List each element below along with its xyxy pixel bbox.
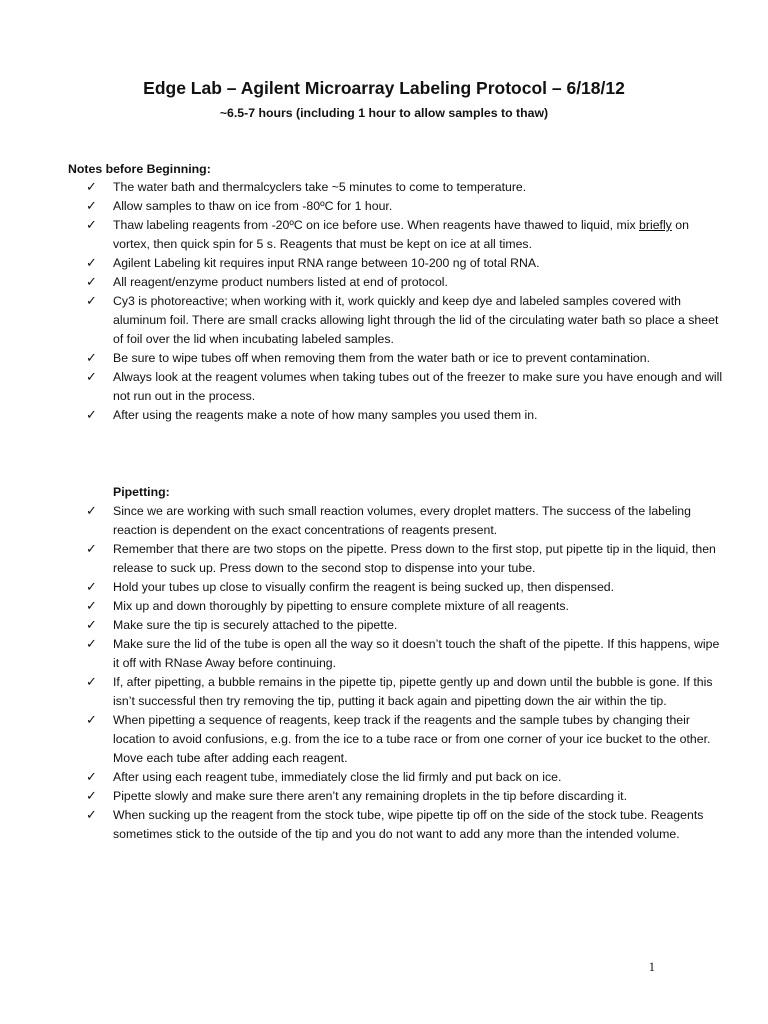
check-mark-icon: ✓ — [86, 408, 97, 423]
pipetting-item-text: Pipette slowly and make sure there aren’t any remaining droplets in the tip before discarding it. — [113, 789, 628, 803]
document-title: Edge Lab – Agilent Microarray Labeling Protocol – 6/18/12 — [143, 78, 625, 98]
check-mark-icon: ✓ — [86, 789, 97, 804]
notes-item-text: Be sure to wipe tubes off when removing them from the water bath or ice to prevent contamination. — [113, 351, 651, 365]
pipetting-list-item — [0, 502, 768, 540]
notes-item-text: After using the reagents make a note of how many samples you used them in. — [113, 408, 538, 422]
pipetting-item-text: When pipetting a sequence of reagents, keep track if the reagents and the sample tubes by changing their location to avoid confusions, e.g. from the ice to a tube race or from one corner of your ice bucket to the other. Move each tube after adding each reagent. — [113, 713, 711, 765]
pipetting-item-text: Hold your tubes up close to visually confirm the reagent is being sucked up, then dispensed. — [113, 580, 615, 594]
notes-list-item — [0, 197, 768, 216]
notes-list-item — [0, 216, 768, 254]
notes-item-text-part: Thaw labeling reagents from -20ºC on ice before use. When reagents have thawed to liquid, mix — [113, 218, 640, 232]
notes-item-text-part: on vortex, then quick spin for 5 s. Reagents that must be kept on ice at all times. — [113, 218, 689, 251]
notes-list-item — [0, 178, 768, 197]
notes-list — [0, 178, 768, 425]
pipetting-list-item — [0, 787, 768, 806]
notes-item-text: All reagent/enzyme product numbers listed at end of protocol. — [113, 275, 448, 289]
pipetting-list-item — [0, 578, 768, 597]
notes-heading: Notes before Beginning: — [68, 162, 211, 176]
notes-list-item — [0, 368, 768, 406]
check-mark-icon: ✓ — [86, 637, 97, 652]
pipetting-list-item — [0, 673, 768, 711]
check-mark-icon: ✓ — [86, 618, 97, 633]
notes-item-text: Cy3 is photoreactive; when working with it, work quickly and keep dye and labeled samples covered with aluminum foil. There are small cracks allowing light through the lid of the circulating water bath so place a sheet of foil over the lid when incubating labeled samples. — [113, 294, 719, 346]
check-mark-icon: ✓ — [86, 351, 97, 366]
pipetting-item-text: When sucking up the reagent from the stock tube, wipe pipette tip off on the side of the stock tube. Reagents sometimes stick to the outside of the tip and you do not want to add any more than the intended volume. — [113, 808, 704, 841]
check-mark-icon: ✓ — [86, 770, 97, 785]
check-mark-icon: ✓ — [86, 580, 97, 595]
check-mark-icon: ✓ — [86, 180, 97, 195]
pipetting-item-text: Since we are working with such small reaction volumes, every droplet matters. The success of the labeling reaction is dependent on the exact concentrations of reagents present. — [113, 504, 691, 537]
notes-item-text: Always look at the reagent volumes when taking tubes out of the freezer to make sure you have enough and will not run out in the process. — [113, 370, 723, 403]
check-mark-icon: ✓ — [86, 808, 97, 823]
check-mark-icon: ✓ — [86, 256, 97, 271]
page-number: 1 — [648, 960, 655, 974]
check-mark-icon: ✓ — [86, 504, 97, 519]
document-subtitle: ~6.5-7 hours (including 1 hour to allow samples to thaw) — [219, 106, 549, 120]
pipetting-list-item — [0, 540, 768, 578]
notes-item-text — [113, 216, 728, 254]
check-mark-icon: ✓ — [86, 675, 97, 690]
notes-list-item — [0, 349, 768, 368]
pipetting-list-item — [0, 597, 768, 616]
check-mark-icon: ✓ — [86, 599, 97, 614]
pipetting-list-item — [0, 635, 768, 673]
pipetting-item-text: Remember that there are two stops on the pipette. Press down to the first stop, put pipette tip in the liquid, then release to suck up. Press down to the second stop to dispense into your tube. — [113, 542, 716, 575]
pipetting-list-item — [0, 711, 768, 768]
notes-item-emphasis: briefly — [639, 218, 672, 232]
notes-item-text: Agilent Labeling kit requires input RNA range between 10-200 ng of total RNA. — [113, 256, 540, 270]
check-mark-icon: ✓ — [86, 199, 97, 214]
notes-item-text: Allow samples to thaw on ice from -80ºC for 1 hour. — [113, 199, 393, 213]
pipetting-item-text: Mix up and down thoroughly by pipetting to ensure complete mixture of all reagents. — [113, 599, 569, 613]
notes-list-item — [0, 292, 768, 349]
pipetting-item-text: Make sure the tip is securely attached to the pipette. — [113, 618, 398, 632]
pipetting-list-item — [0, 616, 768, 635]
pipetting-list — [0, 502, 768, 844]
pipetting-heading: Pipetting: — [113, 485, 170, 499]
pipetting-item-text: If, after pipetting, a bubble remains in the pipette tip, pipette gently up and down until the bubble is gone. If this isn’t successful then try removing the tip, putting it back again and pipetting down the air within the tip. — [113, 675, 713, 708]
notes-list-item — [0, 273, 768, 292]
check-mark-icon: ✓ — [86, 275, 97, 290]
check-mark-icon: ✓ — [86, 218, 97, 233]
check-mark-icon: ✓ — [86, 294, 97, 309]
notes-list-item — [0, 254, 768, 273]
check-mark-icon: ✓ — [86, 713, 97, 728]
pipetting-item-text: After using each reagent tube, immediately close the lid firmly and put back on ice. — [113, 770, 562, 784]
notes-item-text: The water bath and thermalcyclers take ~5 minutes to come to temperature. — [113, 180, 527, 194]
pipetting-list-item — [0, 768, 768, 787]
notes-list-item — [0, 406, 768, 425]
check-mark-icon: ✓ — [86, 370, 97, 385]
pipetting-item-text: Make sure the lid of the tube is open all the way so it doesn’t touch the shaft of the pipette. If this happens, wipe it off with RNase Away before continuing. — [113, 637, 720, 670]
check-mark-icon: ✓ — [86, 542, 97, 557]
pipetting-list-item — [0, 806, 768, 844]
